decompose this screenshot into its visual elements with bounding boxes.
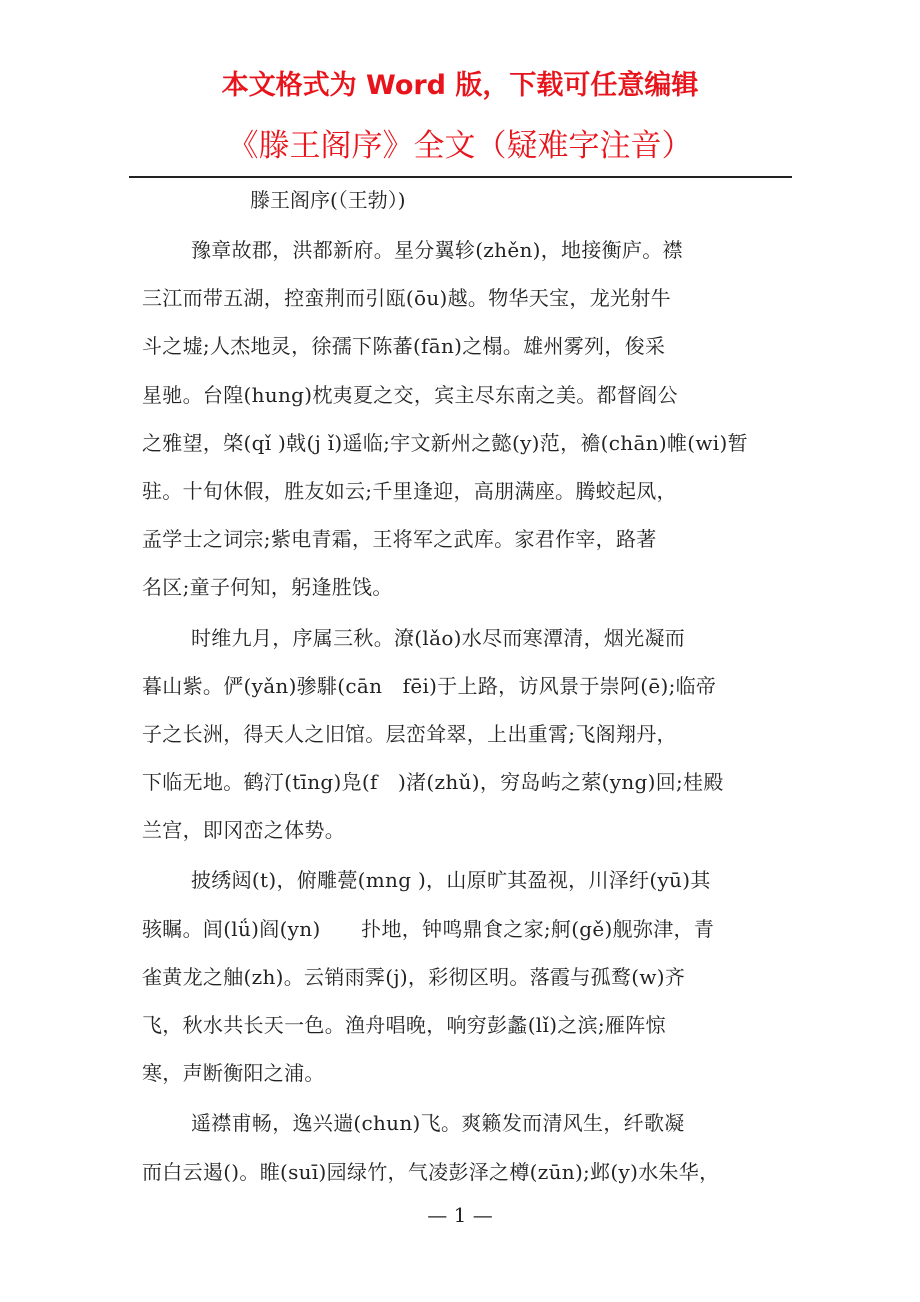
text-line: 子之长洲，得天人之旧馆。层峦耸翠，上出重霄;飞阁翔丹， bbox=[142, 721, 677, 746]
text-line: 寒，声断衡阳之浦。 bbox=[142, 1061, 325, 1086]
document-title: 《滕王阁序》全文（疑难字注音） bbox=[227, 128, 693, 164]
text-line: 兰宫，即冈峦之体势。 bbox=[142, 818, 345, 843]
paragraph-3 bbox=[142, 856, 792, 1097]
text-line: 披绣闼(t)，俯雕甍(mng )，山原旷其盈视，川泽纡(yū)其 bbox=[191, 868, 711, 893]
paragraph-2 bbox=[142, 614, 792, 855]
text-line: 三江而带五湖，控蛮荆而引瓯(ōu)越。物华天宝，龙光射牛 bbox=[142, 286, 671, 311]
download-banner: 本文格式为 Word 版，下载可任意编辑 bbox=[221, 70, 699, 101]
text-line: 驻。十旬休假，胜友如云;千里逢迎，高朋满座。腾蛟起凤， bbox=[142, 478, 677, 503]
text-line: 时维九月，序属三秋。潦(lǎo)水尽而寒潭清，烟光凝而 bbox=[191, 625, 686, 650]
text-line: 星驰。台隍(hung)枕夷夏之交，宾主尽东南之美。都督阎公 bbox=[142, 382, 678, 407]
text-line: 之雅望，棨(qǐ )戟(j ǐ)遥临;宇文新州之懿(y)范，襜(chān)帷(wi)暂 bbox=[142, 430, 748, 455]
poem-title: 滕王阁序(（王勃）) bbox=[250, 188, 406, 212]
text-line: 斗之墟;人杰地灵，徐孺下陈蕃(fān)之榻。雄州雾列，俊采 bbox=[142, 334, 666, 359]
title-divider bbox=[129, 176, 792, 178]
body-text bbox=[142, 226, 792, 1198]
text-line: 飞，秋水共长天一色。渔舟唱晚，响穷彭蠡(lǐ)之滨;雁阵惊 bbox=[142, 1013, 666, 1037]
paragraph-1 bbox=[142, 226, 792, 612]
paragraph-4 bbox=[142, 1099, 792, 1195]
text-line: 下临无地。鹤汀(tīng)凫(f )渚(zhǔ)，穷岛屿之萦(yng)回;桂殿 bbox=[142, 770, 724, 795]
text-line: 而白云遏()。睢(suī)园绿竹，气凌彭泽之樽(zūn);邺(y)水朱华， bbox=[142, 1159, 720, 1184]
text-line: 雀黄龙之舳(zh)。云销雨霁(j)，彩彻区明。落霞与孤鹜(w)齐 bbox=[142, 964, 686, 989]
text-line: 骇瞩。闾(lǘ)阎(yn) 扑地，钟鸣鼎食之家;舸(gě)舰弥津，青 bbox=[142, 916, 715, 941]
text-line: 豫章故郡，洪都新府。星分翼轸(zhěn)，地接衡庐。襟 bbox=[191, 238, 683, 262]
page-number: — 1 — bbox=[427, 1203, 493, 1227]
text-line: 遥襟甫畅，逸兴遄(chun)飞。爽籁发而清风生，纤歌凝 bbox=[191, 1111, 685, 1136]
text-line: 名区;童子何知，躬逢胜饯。 bbox=[142, 575, 393, 600]
text-line: 孟学士之词宗;紫电青霜，王将军之武库。家君作宰，路著 bbox=[142, 527, 657, 552]
text-line: 暮山紫。俨(yǎn)骖騑(cān fēi)于上路，访风景于崇阿(ē);临帝 bbox=[142, 673, 717, 698]
